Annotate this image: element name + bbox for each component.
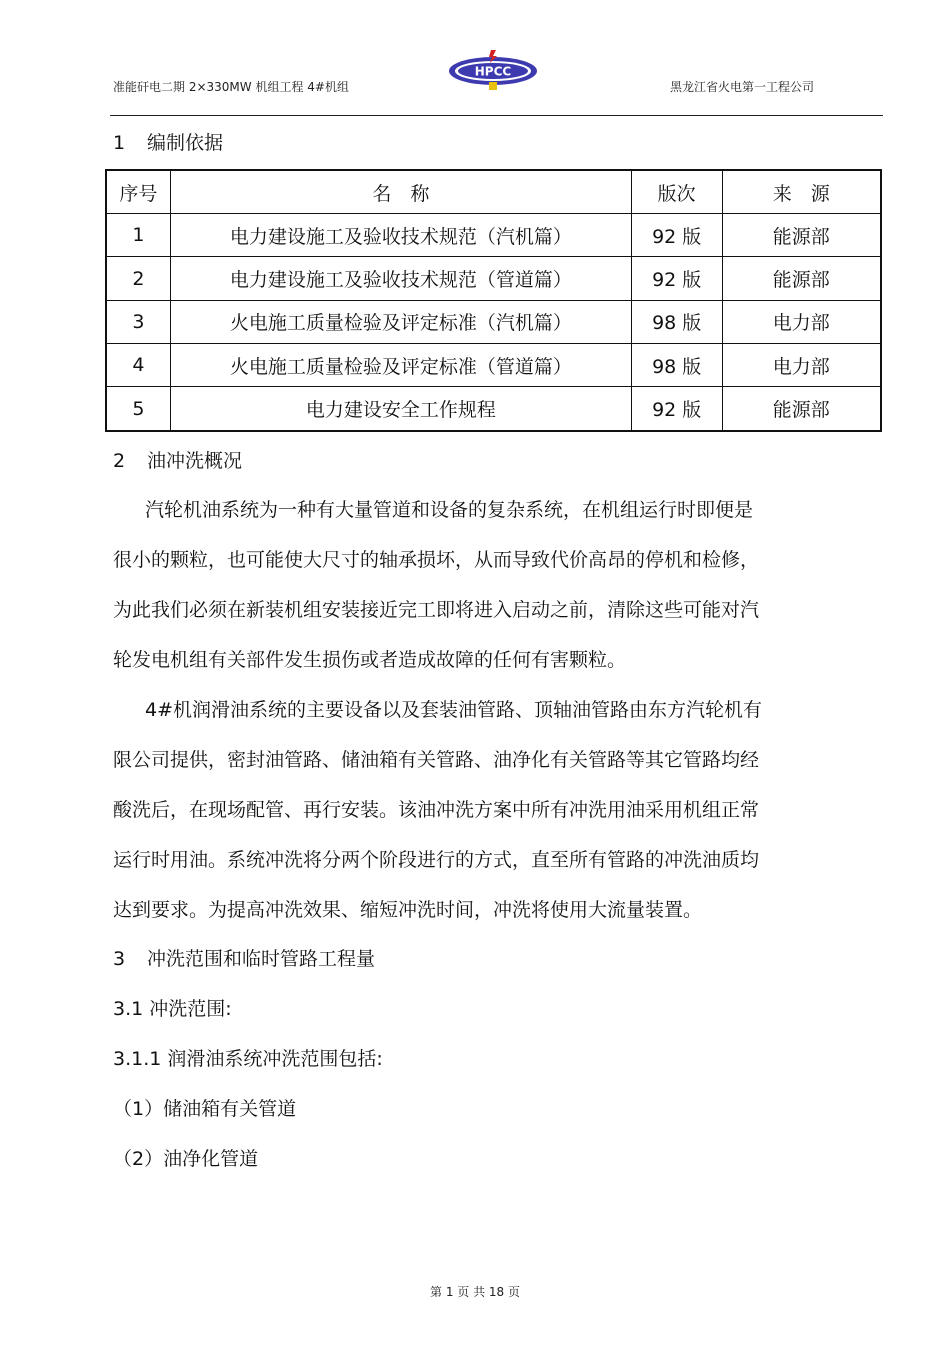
table-cell: 电力建设安全工作规程	[170, 387, 631, 431]
header-divider	[110, 115, 883, 116]
reference-standards-table	[105, 169, 882, 432]
table-cell: 2	[106, 257, 170, 300]
section-2-heading: 2 油冲洗概况	[113, 450, 243, 472]
table-cell: 火电施工质量检验及评定标准（汽机篇）	[170, 300, 631, 343]
list-item: （2）油净化管道	[113, 1148, 259, 1170]
table-cell: 电力部	[722, 300, 881, 343]
table-cell: 92 版	[631, 214, 722, 257]
table-cell: 98 版	[631, 344, 722, 387]
subsection-3-1-heading: 3.1 冲洗范围:	[113, 998, 232, 1020]
paragraph-line: 很小的颗粒，也可能使大尺寸的轴承损坏，从而导致代价高昂的停机和检修，	[113, 549, 760, 571]
paragraph-line: 为此我们必须在新装机组安装接近完工即将进入启动之前，清除这些可能对汽	[113, 599, 760, 621]
hpcc-logo	[447, 48, 539, 94]
header-project-name: 准能矸电二期 2×330MW 机组工程 4#机组	[113, 80, 349, 94]
table-row	[106, 344, 881, 387]
logo-text: HPCC	[474, 64, 512, 79]
table-header: 来 源	[722, 170, 881, 214]
list-item: （1）储油箱有关管道	[113, 1098, 297, 1120]
table-cell: 98 版	[631, 300, 722, 343]
page-number-footer: 第 1 页 共 18 页	[430, 1285, 520, 1299]
paragraph-line: 酸洗后，在现场配管、再行安装。该油冲洗方案中所有冲洗用油采用机组正常	[113, 799, 760, 821]
section-3-heading: 3 冲洗范围和临时管路工程量	[113, 948, 376, 970]
table-cell: 能源部	[722, 257, 881, 300]
table-cell: 电力建设施工及验收技术规范（管道篇）	[170, 257, 631, 300]
paragraph-line: 汽轮机油系统为一种有大量管道和设备的复杂系统，在机组运行时即便是	[145, 499, 754, 521]
table-row	[106, 214, 881, 257]
table-cell: 火电施工质量检验及评定标准（管道篇）	[170, 344, 631, 387]
section-1-heading: 1 编制依据	[113, 132, 224, 154]
table-row	[106, 257, 881, 300]
table-cell: 1	[106, 214, 170, 257]
table-cell: 92 版	[631, 257, 722, 300]
paragraph-line: 达到要求。为提高冲洗效果、缩短冲洗时间，冲洗将使用大流量装置。	[113, 899, 703, 921]
table-cell: 电力建设施工及验收技术规范（汽机篇）	[170, 214, 631, 257]
header-company-name: 黑龙江省火电第一工程公司	[670, 80, 815, 94]
table-cell: 92 版	[631, 387, 722, 431]
table-cell: 3	[106, 300, 170, 343]
paragraph-line: 轮发电机组有关部件发生损伤或者造成故障的任何有害颗粒。	[113, 649, 627, 671]
table-cell: 能源部	[722, 214, 881, 257]
subsection-3-1-1-heading: 3.1.1 润滑油系统冲洗范围包括:	[113, 1048, 383, 1070]
table-row	[106, 300, 881, 343]
paragraph-line: 4#机润滑油系统的主要设备以及套装油管路、顶轴油管路由东方汽轮机有	[145, 699, 763, 721]
table-cell: 电力部	[722, 344, 881, 387]
table-cell: 4	[106, 344, 170, 387]
table-row	[106, 387, 881, 431]
table-header: 序号	[106, 170, 170, 214]
table-cell: 5	[106, 387, 170, 431]
table-cell: 能源部	[722, 387, 881, 431]
table-header: 版次	[631, 170, 722, 214]
table-header-row	[106, 170, 881, 214]
table-header: 名 称	[170, 170, 631, 214]
paragraph-line: 限公司提供，密封油管路、储油箱有关管路、油净化有关管路等其它管路均经	[113, 749, 760, 771]
paragraph-line: 运行时用油。系统冲洗将分两个阶段进行的方式，直至所有管路的冲洗油质均	[113, 849, 760, 871]
